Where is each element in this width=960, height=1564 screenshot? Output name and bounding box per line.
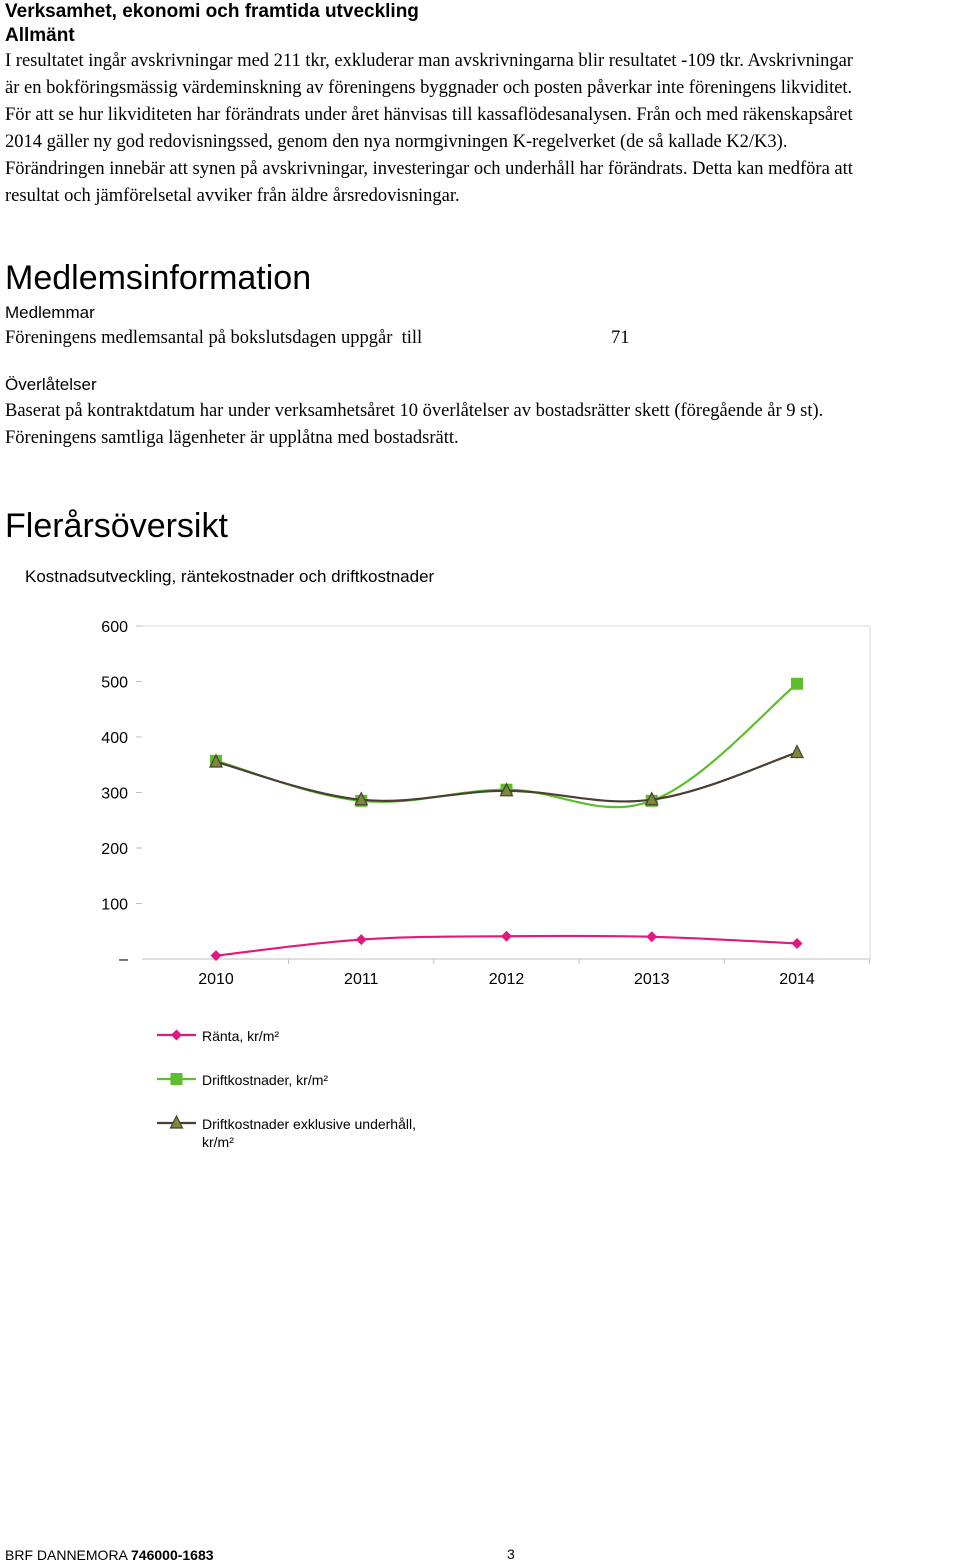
footer-org — [5, 1547, 214, 1563]
verksamhet-heading: Verksamhet, ekonomi och framtida utveckling — [5, 1, 419, 22]
overlatelser-line: Föreningens samtliga lägenheter är upplåtna med bostadsrätt. — [5, 428, 459, 448]
x-tick-label: 2012 — [488, 971, 525, 988]
y-tick-label: 400 — [101, 730, 128, 747]
legend-label-line: kr/m² — [202, 1134, 234, 1150]
medlemmar-heading: Medlemmar — [5, 303, 95, 322]
y-tick-label: 300 — [101, 785, 128, 803]
legend-label: Ränta, kr/m² — [202, 1028, 280, 1044]
legend-label: Driftkostnader, kr/m² — [202, 1072, 329, 1088]
legend-label-line: Driftkostnader exklusive underhåll, — [202, 1116, 416, 1132]
x-tick-label: 2014 — [779, 971, 815, 988]
data-point-diamond — [792, 938, 803, 949]
data-point-diamond — [211, 950, 222, 961]
data-point-square — [791, 678, 803, 690]
cost-line-chart — [0, 555, 960, 1165]
legend-marker-square — [171, 1073, 183, 1085]
overlatelser-heading: Överlåtelser — [5, 375, 97, 394]
chart-title: Kostnadsutveckling, räntekostnader och driftkostnader — [25, 567, 435, 586]
chart-legend — [157, 1028, 416, 1150]
chart-series-layer — [210, 678, 803, 961]
verksamhet-line: Förändringen innebär att synen på avskrivningar, investeringar och underhåll har förändrats. Detta kan medföra att — [5, 159, 853, 179]
y-tick-label: 200 — [101, 841, 128, 858]
overlatelser-paragraph — [5, 398, 823, 452]
data-point-diamond — [356, 934, 367, 945]
data-point-diamond — [646, 931, 657, 942]
y-tick-label: 600 — [101, 619, 128, 636]
verksamhet-line: resultat och jämförelsetal avviker från äldre årsredovisningar. — [5, 186, 460, 206]
x-tick-label: 2010 — [198, 971, 234, 988]
medlemmar-value: 71 — [611, 328, 630, 348]
footer-org-name: BRF DANNEMORA — [5, 1547, 132, 1563]
verksamhet-line: är en bokföringsmässig värdeminskning av föreningens byggnader och posten påverkar inte föreningens likviditet. — [5, 78, 853, 98]
y-tick-label-zero: – — [119, 951, 128, 968]
allmant-subheading: Allmänt — [5, 25, 75, 46]
y-tick-label: 100 — [101, 896, 128, 914]
flerarsoversikt-title: Flerårsöversikt — [5, 507, 228, 545]
footer-page-number: 3 — [507, 1546, 515, 1562]
verksamhet-line: För att se hur likviditeten har förändrats under året hänvisas till kassaflödesanalysen. Från och med räkenskapsåret — [5, 105, 853, 125]
overlatelser-line: Baserat på kontraktdatum har under verksamhetsåret 10 överlåtelser av bostadsrätter skett (föregående år 9 st). — [5, 401, 824, 421]
data-point-diamond — [501, 931, 512, 942]
verksamhet-line: I resultatet ingår avskrivningar med 211 tkr, exkluderar man avskrivningarna blir resultatet -109 tkr. Avskrivningar — [5, 51, 853, 71]
verksamhet-paragraph — [5, 48, 960, 210]
legend-label — [202, 1116, 416, 1150]
chart-axes — [101, 619, 870, 988]
medlemmar-text: Föreningens medlemsantal på bokslutsdagen uppgår till — [5, 328, 423, 348]
medlemsinformation-title: Medlemsinformation — [5, 259, 312, 297]
x-tick-label: 2013 — [633, 971, 670, 988]
verksamhet-line: 2014 gäller ny god redovisningssed, genom den nya normgivningen K-regelverket (de så kallade K2/K3). — [5, 132, 788, 152]
y-tick-label: 500 — [101, 674, 128, 692]
data-point-triangle — [791, 746, 803, 758]
x-tick-label: 2011 — [344, 971, 379, 988]
legend-marker-diamond — [171, 1030, 182, 1041]
footer-org-number: 746000-1683 — [131, 1547, 214, 1563]
